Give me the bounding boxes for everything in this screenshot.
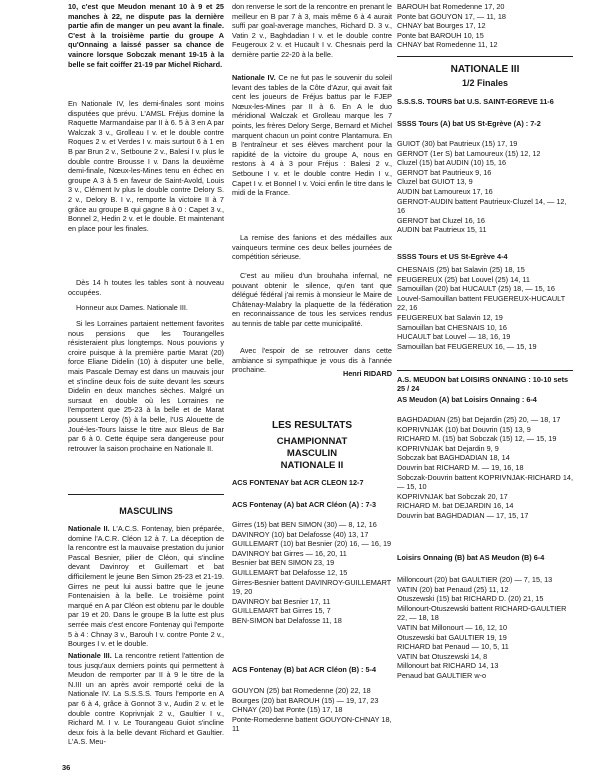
paragraph-nationale-ii	[68, 524, 224, 650]
result-line: Louvel-Samouillan battent FEUGEREUX-HUCAULT 22, 16	[397, 293, 566, 313]
result-line: Ponte bat BAROUH 10, 15	[397, 30, 484, 40]
result-line: VATIN (20) bat Penaud (25) 11, 12	[397, 584, 509, 594]
result-line: VATIN bat Otuszewski 14, 8	[397, 651, 488, 661]
result-line: Bourges (20) bat BAROUH (15) — 19, 17, 23	[232, 695, 379, 705]
result-line: Ponte-Romedenne battent GOUYON-CHNAY 18, 11	[232, 714, 392, 734]
paragraph-nationale-iii	[68, 651, 224, 757]
result-line: Otuszewski bat GAULTIER 19, 19	[397, 632, 507, 642]
result-line: KOPRIVNJAK (10) bat Douvrin (15) 13, 9	[397, 424, 531, 434]
results-list-a	[232, 520, 392, 626]
text-nationale-iv: Ce ne fut pas le souvenir du soleil levant des tables de la Côte d'Azur, qui avait fait cent les joueurs de Fréjus battus par le FJEP Nœux-les-Mines par II à 6. En A le duo méridional Walczak et Grolleau marque les 7 points, les frères Delory Serge, Bernard et Michel marquent chacun un point contre Plantamura. En B l'entraîneur et ses élèves marchent pour la rapidité de la victoire du groupe A, nous en restons à 4 à 3 pour Fréjus : Balesi 2 v., Setboune I v. et le double contre Hedin I v., Capet I v. et Bonnel I v. Voici enfin le titre dans le midi de la France.	[232, 73, 392, 198]
result-line: BEN-SIMON bat Delafosse 11, 18	[232, 615, 342, 625]
result-line: KOPRIVNJAK bat Dejardin 9, 9	[397, 443, 499, 453]
lead-nationale-ii: Nationale II.	[68, 524, 110, 533]
author-signature: Henri RIDARD	[342, 369, 392, 378]
results-list-meudon-a	[397, 415, 573, 521]
result-line: GOUYON (25) bat Romedenne (20) 22, 18	[232, 686, 371, 695]
result-line: VATIN bat Millonourt — 16, 12, 10	[397, 622, 508, 632]
result-line: GERNOT bat Cluzel 16, 16	[397, 215, 485, 225]
match-fontenay-cleon: ACS FONTENAY bat ACR CLEON 12-7	[232, 478, 364, 487]
result-line: Samouillan bat CHESNAIS 10, 16	[397, 322, 507, 332]
result-line: Ponte bat GOUYON 17, — 11, 18	[397, 11, 506, 21]
result-line: Milloncourt (20) bat GAULTIER (20) — 7, 15, 13	[397, 575, 553, 584]
result-line: Girres-Besnier battent DAVINROY-GUILLEMART 19, 20	[232, 577, 392, 597]
paragraph-lorraines: Si les Lorraines partaient nettement favorites nous pensions que les Tourangelles résisteraient plus longtemps. Nous pouvions y croire puisque à la première partie Marat (20) force Eliane Didelin (10) à disputer une belle, mais Pascale Demay est dans un mauvais jour et s'incline deux fois de suite devant les sœurs Didelin en deux manches sèches. Malgré un sursaut en double où les Lorraines ne l'emportent que 25-23 à la belle et de Marat poussent Leroy (5) à la belle, l'US Alouette de Joué-les-Tours laisse le titre aux Bleus de Bar par 6 à 0. Cette équipe sera dangereuse pour retrouver la saison prochaine en Nationale II.	[68, 319, 224, 453]
paragraph-fanions: La remise des fanions et des médailles aux vainqueurs termine ces deux belles journées de compétition sérieuse.	[232, 233, 392, 262]
result-line: DAVINROY bat Girres — 16, 20, 11	[232, 548, 347, 558]
result-line: BAROUH bat Romedenne 17, 20	[397, 2, 505, 11]
paragraph-meudon-onnaing: 10, c'est que Meudon menant 10 à 9 et 25 manches à 22, ne dispute pas la dernière partie afin de manger un peu avant la finale. C'est à la troisième partie du groupe A qu'Onnaing a laissé passer sa chance de vaincre lorsque Sobczak menant 19-15 à la belle se fait coiffer 21-19 par Michel Richard.	[68, 2, 224, 69]
result-line: RICHARD M. bat DEJARDIN 16, 14	[397, 501, 514, 511]
result-line: GUILLEMART (10) bat Besnier (20) 16, — 16, 19	[232, 539, 392, 549]
result-line: CHNAY (20) bat Ponte (15) 17, 18	[232, 705, 343, 715]
match-tours-egreve-b: SSSS Tours et US St-Egrève 4-4	[397, 252, 508, 261]
result-line: GUIOT (30) bat Pautrieux (15) 17, 19	[397, 139, 518, 148]
results-masculin: MASCULIN	[286, 448, 338, 459]
results-list-tours-a	[397, 139, 573, 235]
result-line: CHNAY bat Romedenne 11, 12	[397, 40, 498, 50]
result-line: GUILLEMART bat Girres 15, 7	[232, 606, 331, 616]
results-list-top	[397, 2, 573, 50]
match-fontenay-cleon-b: ACS Fontenay (B) bat ACR Cléon (B) : 5-4	[232, 665, 377, 674]
heading-masculins: MASCULINS	[119, 506, 173, 516]
result-line: Douvrin bat BAGHDADIAN — 17, 15, 17	[397, 510, 529, 520]
result-line: FEUGEREUX (25) bat Louvel (25) 14, 11	[397, 274, 530, 284]
result-line: Millonourt-Otuszewski battent RICHARD-GAULTIER 22, — 18, 18	[397, 603, 567, 623]
paragraph-nationale-iv	[232, 73, 392, 227]
results-nationale-ii: NATIONALE II	[280, 460, 344, 471]
nationale-iii-title: NATIONALE III	[450, 64, 520, 75]
result-line: Millonourt bat RICHARD 14, 13	[397, 661, 499, 671]
result-line: Girres (15) bat BEN SIMON (30) — 8, 12, 16	[232, 520, 377, 529]
paragraph-tables: Dès 14 h toutes les tables sont à nouveau occupées.	[68, 278, 224, 297]
result-line: GERNOT bat Pautrieux 9, 16	[397, 167, 492, 177]
result-line: RICHARD M. (15) bat Sobczak (15) 12, — 15, 19	[397, 434, 557, 444]
paragraph-espoir: Avec l'espoir de se retrouver dans cette ambiance si sympathique je vous dis à l'année prochaine.	[232, 346, 392, 375]
match-onnaing-meudon-b: Loisirs Onnaing (B) bat AS Meudon (B) 6-4	[397, 553, 545, 562]
paragraph-brouhaha: C'est au milieu d'un brouhaha infernal, ne pouvant obtenir le silence, qu'en tant que délégué fédéral j'ai remis à monsieur le Maire de Châtenay-Malabry la plaquette de la fédération en reconnaissance de tous les services rendus au tennis de table par cette municipalité.	[232, 271, 392, 328]
result-line: Besnier bat BEN SIMON 23, 19	[232, 558, 335, 568]
lead-nationale-iv: Nationale IV.	[232, 73, 276, 82]
match-meudon-onnaing-a: AS Meudon (A) bat Loisirs Onnaing : 6-4	[397, 395, 537, 404]
results-title: LES RESULTATS	[272, 420, 352, 431]
divider	[397, 370, 573, 371]
result-line: GERNOT-AUDIN battent Pautrieux-Cluzel 14, — 12, 16	[397, 196, 567, 216]
results-list-tours-b	[397, 265, 573, 351]
results-list-meudon-b	[397, 575, 573, 681]
result-line: CHNAY bat Bourges 17, 12	[397, 21, 486, 31]
result-line: Sobczak-Douvrin battent KOPRIVNJAK-RICHARD 14, — 15, 10	[397, 472, 573, 492]
result-line: HUCAULT bat Louvel — 18, 16, 19	[397, 332, 511, 342]
result-line: RICHARD bat Penaud — 10, 5, 11	[397, 642, 509, 652]
result-line: Penaud bat GAULTIER w-o	[397, 670, 487, 680]
result-line: BAGHDADIAN (25) bat Dejardin (25) 20, — 18, 17	[397, 415, 561, 424]
paragraph-meudon-b: don renverse le sort de la rencontre en prenant le meilleur en B par 7 à 3, mais même 6 à 4 aurait suffi par goal-average manches, Richard D. 3 v., Vatin 2 v., Baghdadian I v. et le double contre Feugeroux 2 v. et Hucault I v. Chesnais perd la dernière partie 22-20 à la belle.	[232, 2, 392, 59]
match-tours-egreve-a: SSSS Tours (A) bat US St-Egrève (A) : 7-2	[397, 119, 541, 128]
result-line: DAVINROY bat Besnier 17, 11	[232, 596, 331, 606]
result-line: GUILLEMART bat Delafosse 12, 15	[232, 567, 348, 577]
paragraph-honneur-dames: Honneur aux Dames. Nationale III.	[76, 303, 188, 312]
result-line: Cluzel (15) bat AUDIN (10) 15, 16	[397, 158, 507, 168]
result-line: AUDIN bat Lamoureux 17, 16	[397, 186, 493, 196]
match-fontenay-cleon-a: ACS Fontenay (A) bat ACR Cléon (A) : 7-3	[232, 500, 377, 509]
result-line: AUDIN bat Pautrieux 15, 11	[397, 225, 487, 235]
result-line: Otuszewski (15) bat RICHARD D. (20) 21, 15	[397, 594, 544, 604]
result-line: Douvrin bat RICHARD M. — 19, 16, 18	[397, 462, 524, 472]
results-list-b	[232, 686, 392, 734]
divider	[397, 56, 573, 57]
result-line: CHESNAIS (25) bat Salavin (25) 18, 15	[397, 265, 525, 274]
result-line: DAVINROY (10) bat Delafosse (40) 13, 17	[232, 529, 369, 539]
divider	[68, 494, 224, 495]
match-tours-egreve: S.S.S.S. TOURS bat U.S. SAINT-EGREVE 11-6	[397, 97, 554, 106]
result-line: Cluzel bat GUIOT 13, 9	[397, 177, 473, 187]
result-line: GERNOT (1er S) bat Lamoureux (15) 12, 12	[397, 148, 541, 158]
text-nationale-ii: L'A.C.S. Fontenay, bien préparée, domine l'A.C.R. Cléon 12 à 7. La déception de la rencontre est la mauvaise prestation du junior Pascal Besnier, pilier de Cléon, qui s'incline devant Davinroy et Guillemart et bat difficilement le jeune Ben Simon 25-23 et 21-19. Girres ne peut lui aussi battre que le jeune Fontenaisien à la belle. Le troisième point marqué en A par Cléon est obtenu par le double par 19 et 20. Dans le groupe B la lutte est plus serrée mais c'est encore Fontenay qui l'emporte 5 à 4 : Chnay 3 v., Barouh I v. contre Ponte 2 v., Bourges I v. et le double.	[68, 524, 225, 649]
result-line: Samouillan bat FEUGEREUX 16, — 15, 19	[397, 341, 537, 351]
lead-nationale-iii: Nationale III.	[68, 651, 112, 660]
result-line: Sobczak bat BAGHDADIAN 18, 14	[397, 453, 510, 463]
result-line: Samouillan (20) bat HUCAULT (25) 18, — 15, 16	[397, 284, 555, 294]
page-number: 36	[62, 763, 71, 772]
results-championnat: CHAMPIONNAT	[276, 436, 348, 447]
result-line: KOPRIVNJAK bat Sobczak 20, 17	[397, 491, 508, 501]
text-nationale-iii: La rencontre retient l'attention de tous jusqu'aux derniers points qui permettent à Meudon de remporter par II à 9 le titre de la N.III un an après avoir remporté celui de la Nationale IV. La S.S.S.S. Tours l'emporte en A par 6 à 4, grâce à Gonnot 3 v., Audin 2 v. et le double contre Koprivnjak 2 v., Gaultier I v., Richard M. I v. Le Tourangeau Guiot s'incline deux fois à la belle devant Richard et Gaultier. L'A.S. Meu-	[68, 651, 225, 747]
match-meudon-onnaing: A.S. MEUDON bat LOISIRS ONNAING : 10-10 sets 25 / 24	[397, 375, 569, 394]
paragraph-nationale-iv-semis: En Nationale IV, les demi-finales sont moins disputées que prévu. L'AMSL Fréjus domine la Raquette Marmandaise par II à 6. 5 à 3 en A par Walczak 3 v., Grolleau I v. et le double contre Roques 2 v. et Verdes I v. mais surtout 6 à 1 en B par Brun 2 v., Setboune 2 v., Balesi I v. plus le double contre Brousse I v. Dans la deuxième demi-finale, Nœux-les-Mines tenu en échec en groupe A 3 à 5 en faveur de Saint-Avold, Louis 3 v., Clément Iv plus le double contre Delory S. 2 v., Delory B. I v., remporte la victoire II à 7 grâce au groupe B qui gagne 8 à 0 : Capet 3 v., Bonnel 2, Hedin 2 v. et le double. Et maintenant en place pour les finales.	[68, 99, 224, 233]
nationale-iii-subtitle: 1/2 Finales	[461, 78, 509, 88]
result-line: FEUGEREUX bat Salavin 12, 19	[397, 312, 503, 322]
